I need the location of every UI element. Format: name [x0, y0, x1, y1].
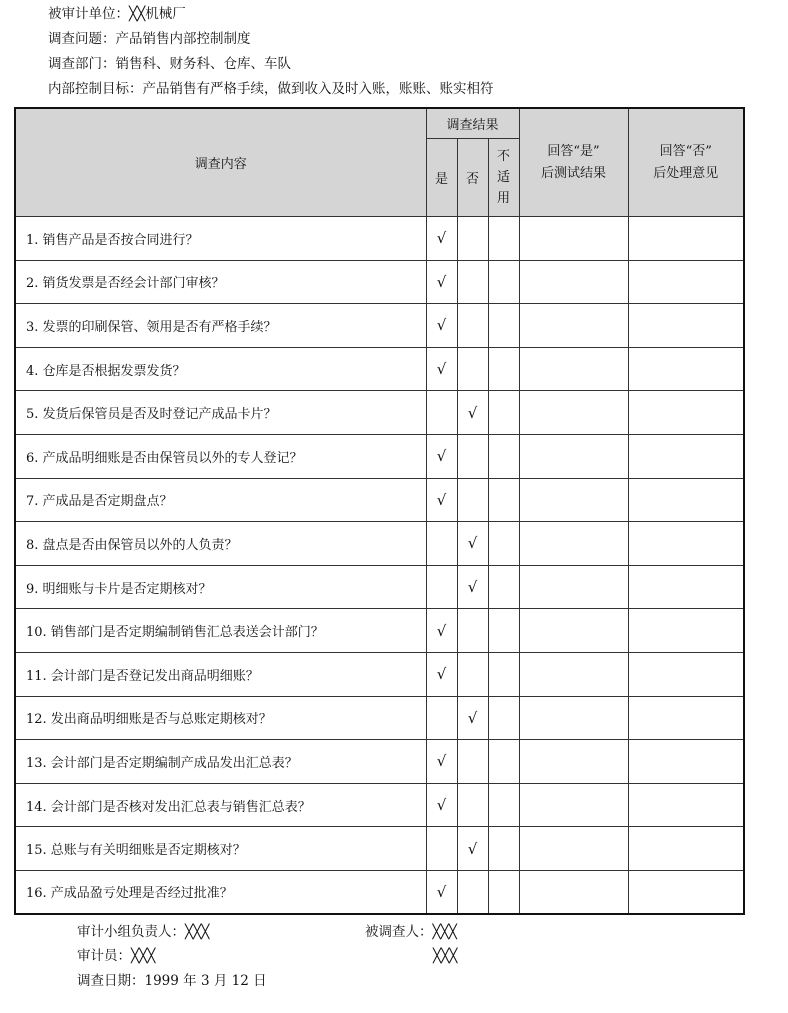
team-leader-signature: 审计小组负责人：╳╳╳	[77, 924, 210, 940]
survey-question: 15. 总账与有关明细账是否定期核对？	[15, 827, 426, 871]
not-applicable-cell	[488, 740, 519, 784]
test-result-cell	[519, 522, 628, 566]
yes-cell: √	[426, 783, 457, 827]
survey-question: 7. 产成品是否定期盘点？	[15, 478, 426, 522]
table-row	[15, 783, 744, 827]
survey-question: 9. 明细账与卡片是否定期核对？	[15, 565, 426, 609]
table-row	[15, 304, 744, 348]
yes-cell: √	[426, 609, 457, 653]
test-result-cell	[519, 565, 628, 609]
not-applicable-cell	[488, 827, 519, 871]
no-cell	[457, 217, 488, 261]
not-applicable-cell	[488, 565, 519, 609]
handling-opinion-cell	[628, 260, 744, 304]
yes-cell	[426, 391, 457, 435]
not-applicable-cell	[488, 609, 519, 653]
table-row	[15, 391, 744, 435]
not-applicable-cell	[488, 347, 519, 391]
header-no: 否	[457, 139, 488, 217]
test-result-cell	[519, 870, 628, 914]
handling-opinion-cell	[628, 565, 744, 609]
handling-opinion-cell	[628, 827, 744, 871]
table-row	[15, 522, 744, 566]
yes-cell: √	[426, 434, 457, 478]
handling-opinion-cell	[628, 609, 744, 653]
header-yes: 是	[426, 139, 457, 217]
no-cell	[457, 740, 488, 784]
no-cell	[457, 347, 488, 391]
handling-opinion-cell	[628, 522, 744, 566]
test-result-cell	[519, 434, 628, 478]
test-result-cell	[519, 827, 628, 871]
table-row	[15, 434, 744, 478]
table-row	[15, 870, 744, 914]
table-row	[15, 652, 744, 696]
yes-cell	[426, 565, 457, 609]
table-row	[15, 217, 744, 261]
yes-cell: √	[426, 478, 457, 522]
test-result-cell	[519, 740, 628, 784]
header-na-char1: 不	[496, 149, 510, 164]
table-row	[15, 478, 744, 522]
no-cell	[457, 478, 488, 522]
survey-question: 1. 销售产品是否按合同进行？	[15, 217, 426, 261]
test-result-cell	[519, 478, 628, 522]
yes-cell: √	[426, 870, 457, 914]
handling-opinion-cell	[628, 391, 744, 435]
table-row	[15, 565, 744, 609]
survey-question: 12. 发出商品明细账是否与总账定期核对？	[15, 696, 426, 740]
audited-unit-line: 被审计单位：╳╳机械厂	[48, 6, 186, 22]
yes-cell	[426, 522, 457, 566]
no-cell	[457, 652, 488, 696]
no-cell: √	[457, 827, 488, 871]
survey-question: 8. 盘点是否由保管员以外的人负责？	[15, 522, 426, 566]
test-result-cell	[519, 652, 628, 696]
auditor-signature: 审计员：╳╳╳	[77, 948, 156, 964]
not-applicable-cell	[488, 870, 519, 914]
respondent-signature-2: ╳╳╳	[433, 948, 458, 964]
survey-question: 10. 销售部门是否定期编制销售汇总表送会计部门？	[15, 609, 426, 653]
header-survey-result: 调查结果	[426, 108, 519, 139]
not-applicable-cell	[488, 478, 519, 522]
no-cell	[457, 304, 488, 348]
header-yes-test-line1: 回答“是”	[547, 143, 600, 159]
handling-opinion-cell	[628, 217, 744, 261]
survey-departments-line: 调查部门：销售科、财务科、仓库、车队	[48, 56, 291, 72]
survey-question: 14. 会计部门是否核对发出汇总表与销售汇总表？	[15, 783, 426, 827]
yes-cell: √	[426, 217, 457, 261]
survey-question: 6. 产成品明细账是否由保管员以外的专人登记？	[15, 434, 426, 478]
no-cell	[457, 870, 488, 914]
no-cell: √	[457, 391, 488, 435]
header-not-applicable	[488, 139, 519, 217]
test-result-cell	[519, 217, 628, 261]
no-cell	[457, 783, 488, 827]
not-applicable-cell	[488, 652, 519, 696]
handling-opinion-cell	[628, 434, 744, 478]
survey-question: 4. 仓库是否根据发票发货？	[15, 347, 426, 391]
not-applicable-cell	[488, 522, 519, 566]
header-no-opinion-line2: 后处理意见	[653, 165, 719, 181]
survey-table-body	[15, 217, 744, 915]
no-cell: √	[457, 565, 488, 609]
table-row	[15, 740, 744, 784]
handling-opinion-cell	[628, 347, 744, 391]
handling-opinion-cell	[628, 652, 744, 696]
handling-opinion-cell	[628, 478, 744, 522]
test-result-cell	[519, 696, 628, 740]
survey-issue-line: 调查问题：产品销售内部控制制度	[48, 31, 251, 47]
test-result-cell	[519, 391, 628, 435]
survey-question: 5. 发货后保管员是否及时登记产成品卡片？	[15, 391, 426, 435]
header-na-char2: 适	[496, 170, 510, 185]
no-cell: √	[457, 696, 488, 740]
handling-opinion-cell	[628, 696, 744, 740]
header-survey-content: 调查内容	[15, 108, 426, 217]
yes-cell: √	[426, 260, 457, 304]
header-no-opinion-line1: 回答“否”	[659, 143, 712, 159]
header-na-char3: 用	[496, 191, 510, 206]
handling-opinion-cell	[628, 783, 744, 827]
test-result-cell	[519, 347, 628, 391]
no-cell: √	[457, 522, 488, 566]
not-applicable-cell	[488, 217, 519, 261]
table-row	[15, 696, 744, 740]
not-applicable-cell	[488, 434, 519, 478]
not-applicable-cell	[488, 391, 519, 435]
test-result-cell	[519, 609, 628, 653]
test-result-cell	[519, 260, 628, 304]
control-objective-line: 内部控制目标：产品销售有严格手续，做到收入及时入账，账账、账实相符	[48, 81, 494, 97]
header-yes-test-line2: 后测试结果	[540, 165, 606, 181]
yes-cell: √	[426, 652, 457, 696]
no-cell	[457, 434, 488, 478]
header-no-handling-opinion	[628, 108, 744, 217]
not-applicable-cell	[488, 260, 519, 304]
test-result-cell	[519, 783, 628, 827]
not-applicable-cell	[488, 696, 519, 740]
table-row	[15, 609, 744, 653]
yes-cell: √	[426, 740, 457, 784]
header-yes-test-result	[519, 108, 628, 217]
handling-opinion-cell	[628, 740, 744, 784]
internal-control-survey-table	[14, 107, 745, 915]
survey-question: 16. 产成品盈亏处理是否经过批准？	[15, 870, 426, 914]
not-applicable-cell	[488, 783, 519, 827]
handling-opinion-cell	[628, 304, 744, 348]
survey-date: 调查日期：1999 年 3 月 12 日	[77, 973, 267, 989]
yes-cell: √	[426, 304, 457, 348]
test-result-cell	[519, 304, 628, 348]
yes-cell: √	[426, 347, 457, 391]
survey-question: 11. 会计部门是否登记发出商品明细账？	[15, 652, 426, 696]
handling-opinion-cell	[628, 870, 744, 914]
not-applicable-cell	[488, 304, 519, 348]
table-row	[15, 347, 744, 391]
table-row	[15, 827, 744, 871]
no-cell	[457, 609, 488, 653]
yes-cell	[426, 827, 457, 871]
table-row	[15, 260, 744, 304]
survey-question: 13. 会计部门是否定期编制产成品发出汇总表？	[15, 740, 426, 784]
survey-question: 2. 销货发票是否经会计部门审核？	[15, 260, 426, 304]
respondent-signature: 被调查人：╳╳╳	[365, 924, 457, 940]
no-cell	[457, 260, 488, 304]
survey-question: 3. 发票的印刷保管、领用是否有严格手续？	[15, 304, 426, 348]
yes-cell	[426, 696, 457, 740]
